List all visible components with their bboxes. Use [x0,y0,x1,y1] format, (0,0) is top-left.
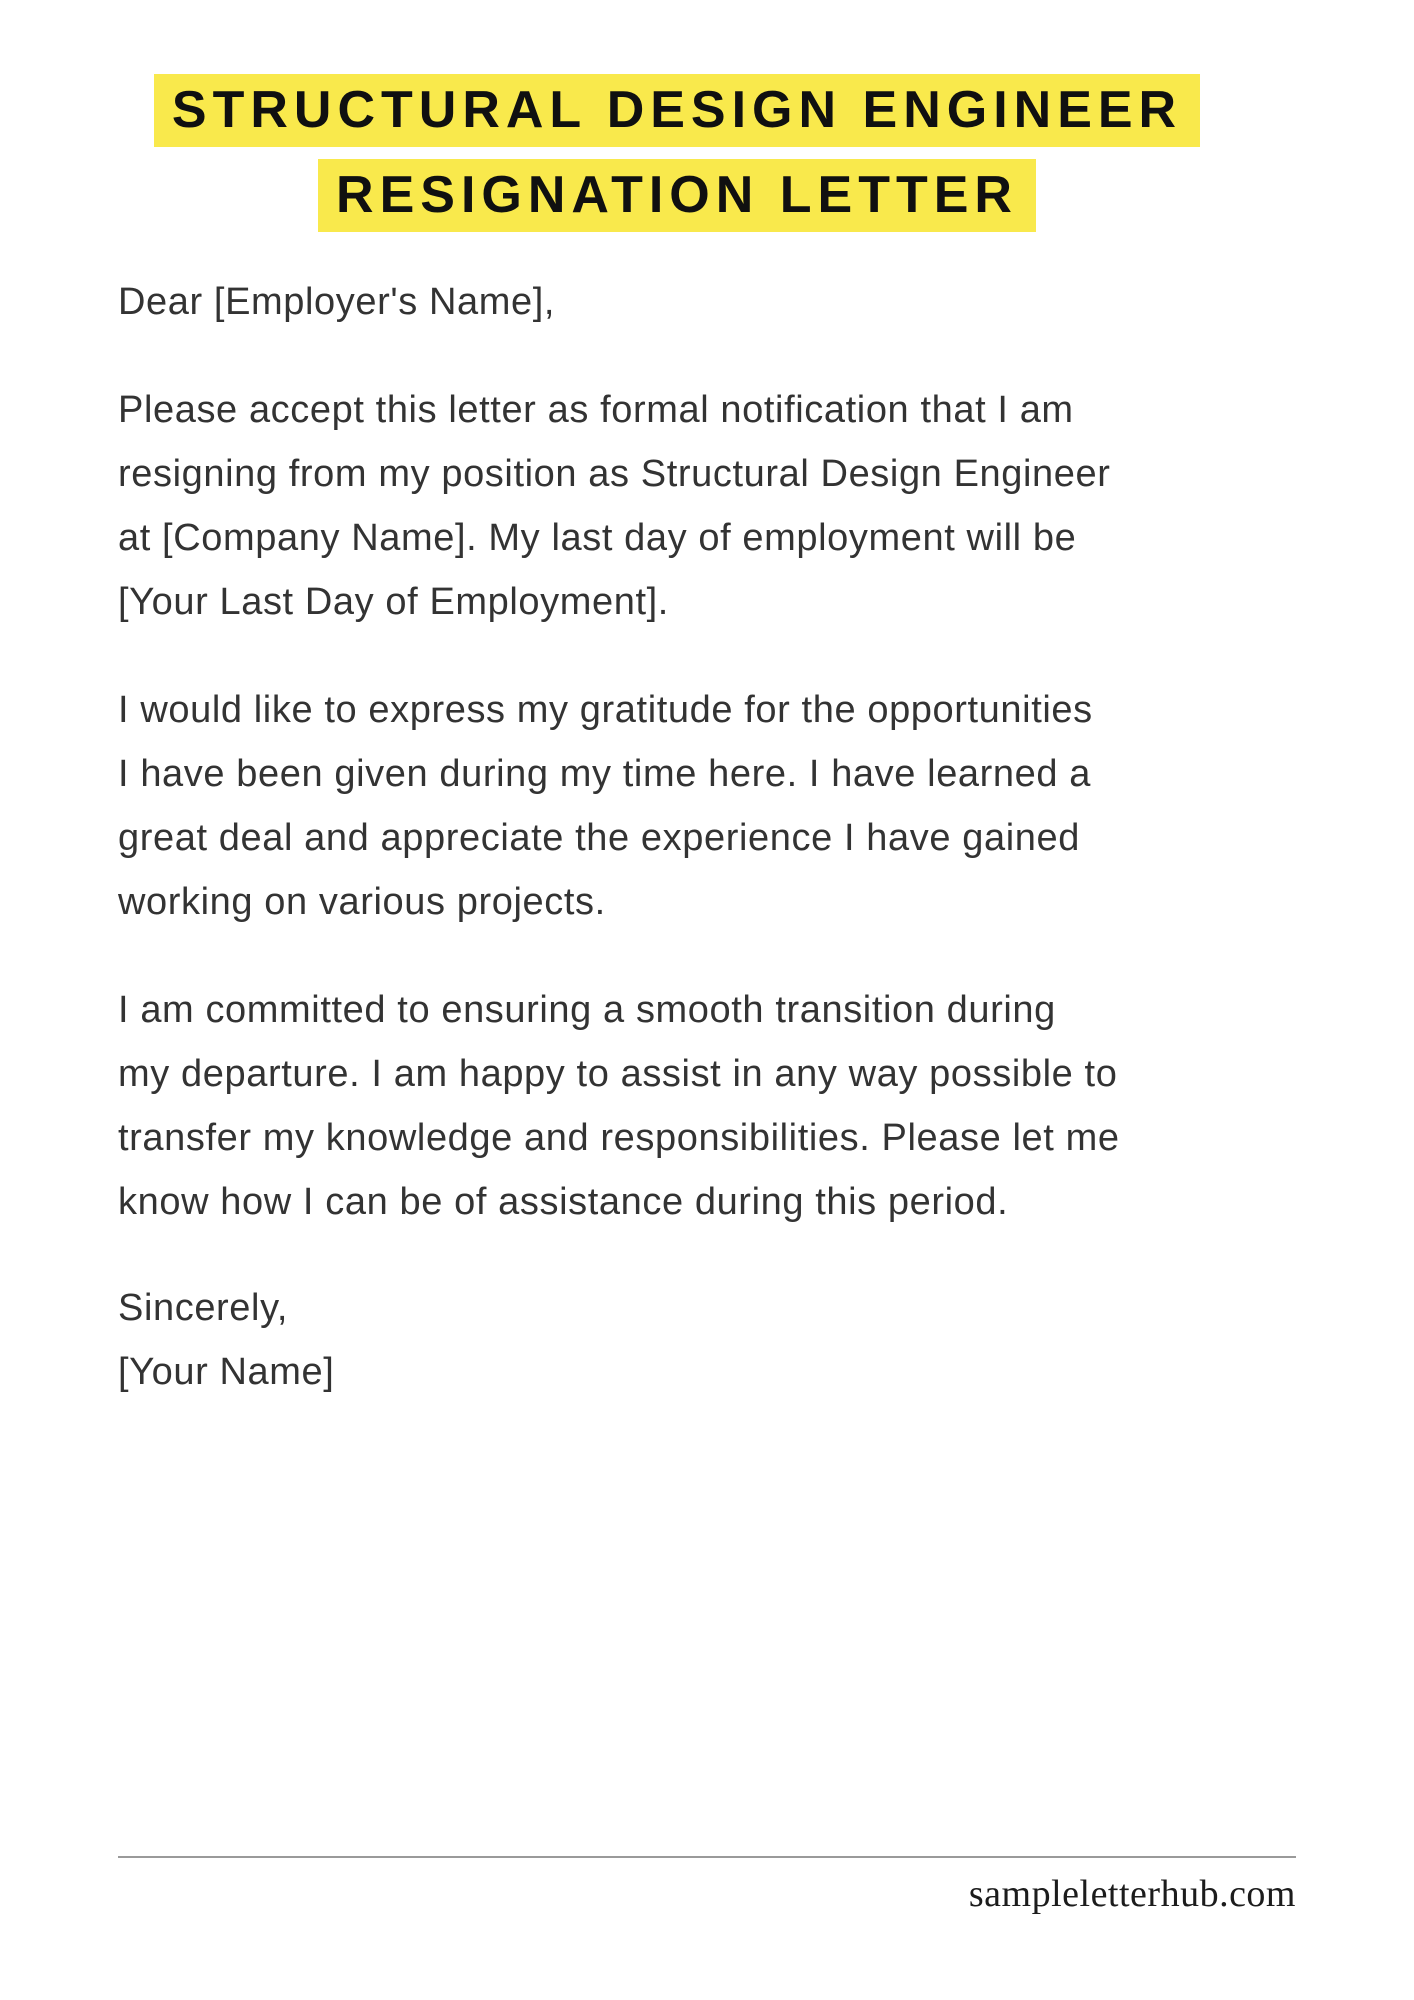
paragraph-line: at [Company Name]. My last day of employment will be [118,517,1077,559]
signature-placeholder: [Your Name] [118,1351,335,1393]
paragraph-line: I have been given during my time here. I have learned a [118,753,1092,795]
footer-website: sampleletterhub.com [968,1873,1296,1915]
title-highlight-2: RESIGNATION LETTER [318,159,1036,232]
paragraph-line: working on various projects. [118,881,606,923]
signoff [118,1276,1348,1404]
paragraph-notification [118,378,1348,634]
paragraph-transition [118,978,1348,1234]
paragraph-line: transfer my knowledge and responsibilities. Please let me [118,1117,1120,1159]
paragraph-line: my departure. I am happy to assist in any way possible to [118,1053,1118,1095]
paragraph-line: know how I can be of assistance during this period. [118,1181,1009,1223]
footer-divider [118,1856,1296,1858]
paragraph-line: Please accept this letter as formal notification that I am [118,389,1074,431]
page-title-line-1 [118,74,1236,159]
paragraph-line: I would like to express my gratitude for the opportunities [118,689,1093,731]
letter-body [118,270,1348,1404]
paragraph-line: [Your Last Day of Employment]. [118,581,669,623]
salutation: Dear [Employer's Name], [118,281,556,323]
page-title-line-2 [118,159,1236,244]
closing: Sincerely, [118,1287,289,1329]
paragraph-gratitude [118,678,1348,934]
paragraph-line: I am committed to ensuring a smooth transition during [118,989,1056,1031]
title-highlight-1: STRUCTURAL DESIGN ENGINEER [154,74,1200,147]
paragraph-line: great deal and appreciate the experience I have gained [118,817,1080,859]
paragraph-line: resigning from my position as Structural Design Engineer [118,453,1111,495]
page-title [118,74,1236,244]
